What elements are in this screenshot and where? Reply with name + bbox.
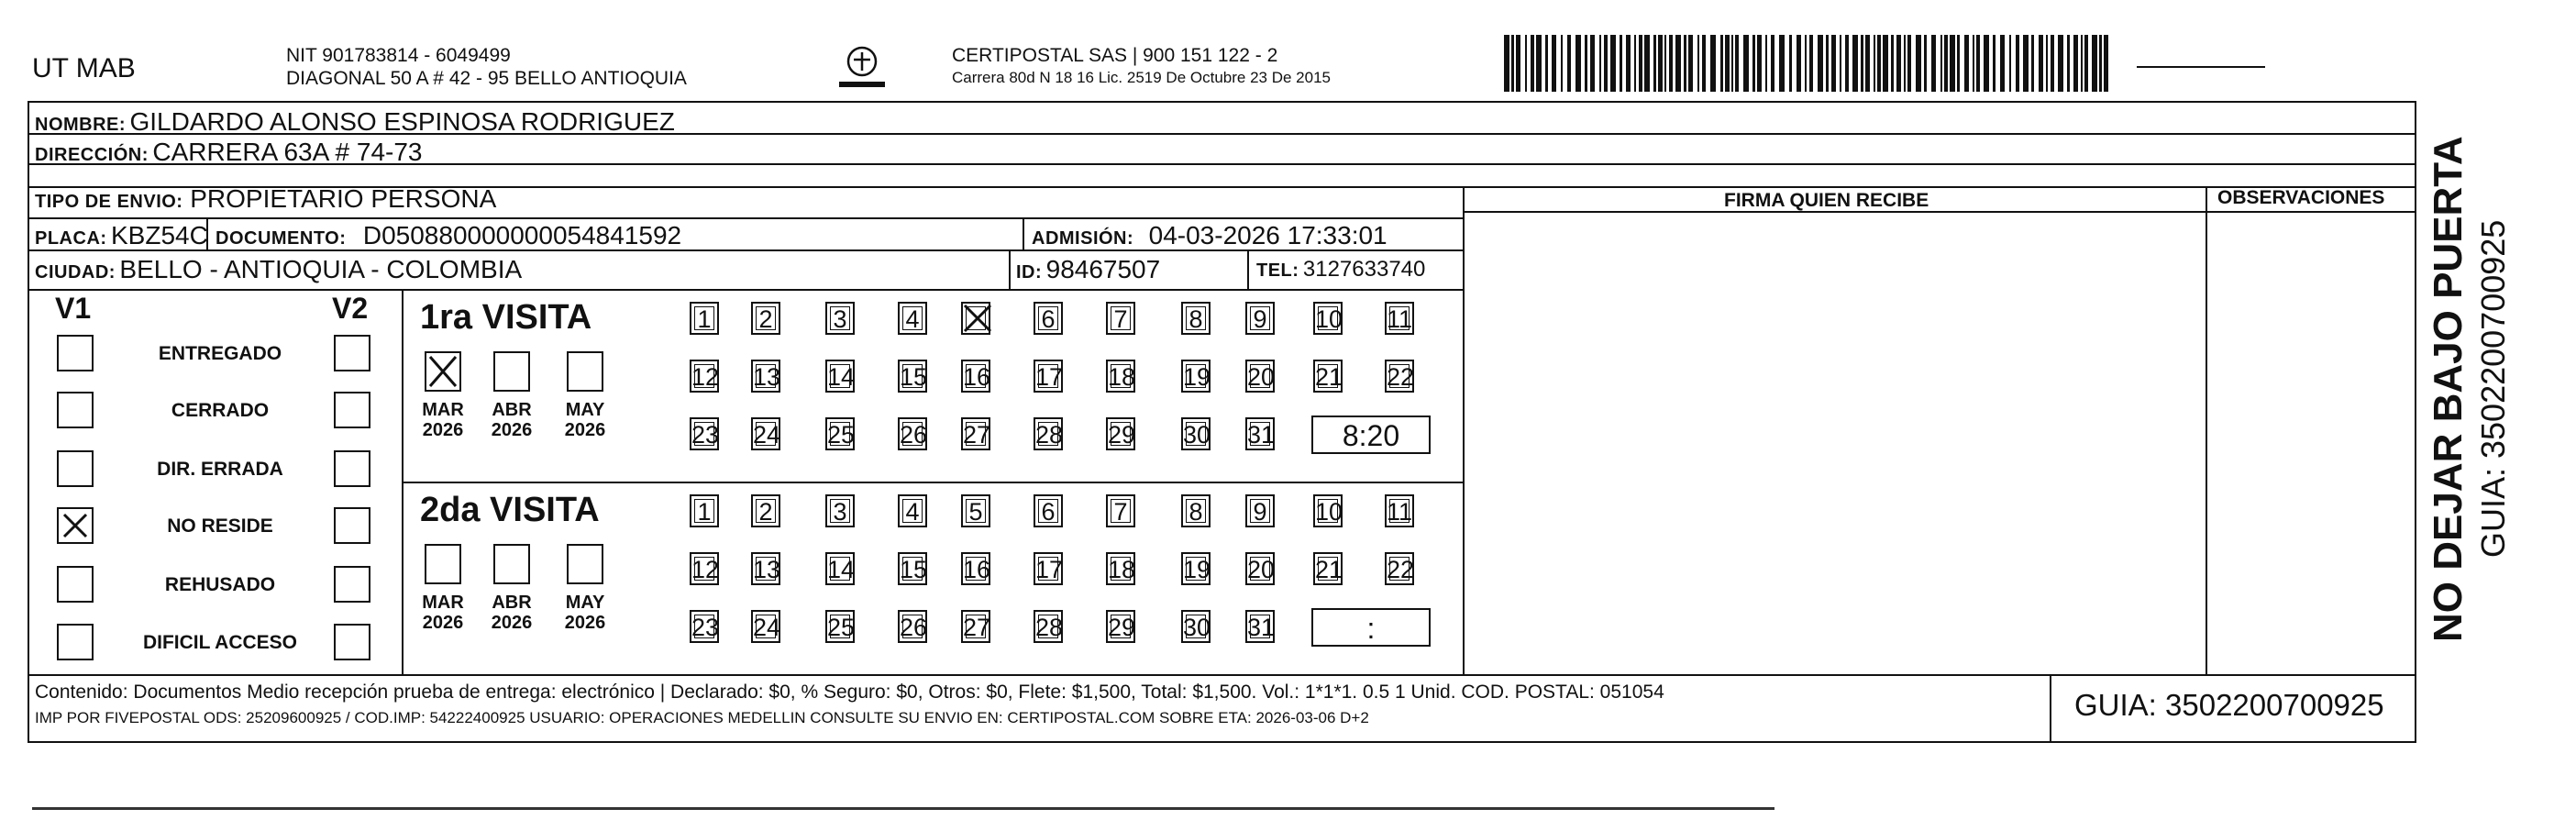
day-checkbox[interactable]: 10 (1313, 494, 1343, 527)
day-checkbox[interactable]: 18 (1106, 360, 1135, 393)
day-checkbox[interactable]: 17 (1034, 360, 1063, 393)
day-checkbox[interactable]: 2 (751, 494, 780, 527)
day-checkbox[interactable]: 28 (1034, 610, 1063, 643)
v2-header: V2 (332, 292, 369, 325)
placa-row (35, 221, 208, 250)
day-checkbox[interactable]: 25 (825, 417, 855, 450)
day-checkbox[interactable]: 13 (751, 360, 780, 393)
footer-print-line: IMP POR FIVEPOSTAL ODS: 25209600925 / COD.IMP: 54222400925 USUARIO: OPERACIONES MEDELLIN CONSULTE SU ENVIO EN: CERTIPOSTAL.COM SOBRE ETA: 2026-03-06 D+2 (35, 709, 1369, 726)
certipostal-logo-icon (830, 41, 894, 96)
day-checkbox[interactable]: 13 (751, 552, 780, 585)
day-checkbox[interactable]: 19 (1181, 360, 1211, 393)
placa-label: PLACA: (35, 228, 107, 249)
footer-content-line: Contenido: Documentos Medio recepción prueba de entrega: electrónico | Declarado: $0, % Seguro: $0, Otros: $0, Flete: $1,500, Total: $1,500. Vol.: 1*1*1. 0.5 1 Unid. COD. POSTAL: 051054 (35, 681, 1664, 703)
v2-checkbox[interactable] (334, 450, 370, 487)
barcode-icon (1504, 35, 2109, 95)
placa-value: KBZ54C (111, 221, 208, 249)
month-label: MAY 2026 (564, 593, 606, 633)
day-checkbox[interactable]: 21 (1313, 360, 1343, 393)
day-checkbox[interactable]: 2 (751, 302, 780, 335)
v2-checkbox[interactable] (334, 335, 370, 371)
day-checkbox[interactable]: 26 (898, 610, 927, 643)
first-visit-title: 1ra VISITA (420, 298, 592, 337)
day-checkbox[interactable]: 8 (1181, 494, 1211, 527)
v2-checkbox[interactable] (334, 624, 370, 660)
day-checkbox[interactable]: 25 (825, 610, 855, 643)
month-checkbox[interactable] (425, 351, 461, 392)
nombre-value: GILDARDO ALONSO ESPINOSA RODRIGUEZ (129, 107, 675, 136)
day-checkbox[interactable]: 30 (1181, 610, 1211, 643)
tel-value: 3127633740 (1302, 257, 1426, 282)
v1-header: V1 (55, 292, 92, 325)
status-label: DIR. ERRADA (157, 459, 283, 480)
day-checkbox[interactable]: 28 (1034, 417, 1063, 450)
status-label: ENTREGADO (158, 343, 282, 364)
day-checkbox[interactable]: 24 (751, 610, 780, 643)
day-checkbox[interactable]: 5 (961, 494, 990, 527)
day-checkbox[interactable]: 1 (690, 302, 719, 335)
day-checkbox[interactable]: 20 (1245, 360, 1275, 393)
carrier-address: Carrera 80d N 18 16 Lic. 2519 De Octubre 23 De 2015 (952, 69, 1331, 86)
day-checkbox[interactable]: 12 (690, 552, 719, 585)
day-checkbox[interactable]: 29 (1106, 417, 1135, 450)
day-checkbox[interactable]: 16 (961, 552, 990, 585)
month-label: MAY 2026 (564, 400, 606, 440)
tipo-row (35, 184, 496, 214)
day-checkbox[interactable]: 14 (825, 360, 855, 393)
company-address: DIAGONAL 50 A # 42 - 95 BELLO ANTIOQUIA (286, 68, 687, 89)
day-checkbox[interactable]: 11 (1385, 302, 1414, 335)
v2-checkbox[interactable] (334, 566, 370, 603)
month-label: ABR 2026 (491, 593, 533, 633)
day-checkbox[interactable]: 27 (961, 610, 990, 643)
v1-checkbox[interactable] (57, 624, 94, 660)
v2-checkbox[interactable] (334, 507, 370, 544)
day-checkbox[interactable]: 27 (961, 417, 990, 450)
ciudad-row (35, 255, 522, 284)
v1-checkbox[interactable] (57, 335, 94, 371)
day-checkbox[interactable]: 22 (1385, 552, 1414, 585)
month-label: MAR 2026 (422, 400, 464, 440)
side-guia: GUIA: 3502200700925 (2474, 219, 2512, 558)
day-checkbox[interactable]: 26 (898, 417, 927, 450)
day-checkbox[interactable]: 14 (825, 552, 855, 585)
day-checkbox[interactable]: 20 (1245, 552, 1275, 585)
admision-label: ADMISIÓN: (1032, 228, 1134, 249)
v2-checkbox[interactable] (334, 392, 370, 428)
status-label: DIFICIL ACCESO (142, 632, 297, 653)
day-checkbox[interactable]: 22 (1385, 360, 1414, 393)
carrier-name: CERTIPOSTAL SAS | 900 151 122 - 2 (952, 45, 1278, 66)
month-checkbox[interactable] (493, 544, 530, 584)
day-checkbox[interactable]: 23 (690, 610, 719, 643)
day-checkbox[interactable]: 1 (690, 494, 719, 527)
day-checkbox[interactable]: 9 (1245, 494, 1275, 527)
month-checkbox[interactable] (567, 351, 603, 392)
v1-checkbox[interactable] (57, 507, 94, 544)
status-label: REHUSADO (164, 574, 276, 595)
day-checkbox[interactable]: 17 (1034, 552, 1063, 585)
day-checkbox[interactable]: 11 (1385, 494, 1414, 527)
firma-header: FIRMA QUIEN RECIBE (1724, 190, 1929, 211)
company-name: UT MAB (32, 53, 136, 83)
side-notice: NO DEJAR BAJO PUERTA (2426, 136, 2471, 642)
footer-guia: GUIA: 3502200700925 (2074, 688, 2384, 722)
tel-label: TEL: (1256, 260, 1299, 281)
day-checkbox[interactable]: 6 (1034, 494, 1063, 527)
v1-checkbox[interactable] (57, 450, 94, 487)
day-checkbox[interactable]: 24 (751, 417, 780, 450)
direccion-label: DIRECCIÓN: (35, 145, 149, 165)
day-checkbox[interactable]: 8 (1181, 302, 1211, 335)
day-checkbox[interactable] (961, 302, 990, 335)
scan-edge-line (32, 807, 1774, 810)
month-label: MAR 2026 (422, 593, 464, 633)
day-checkbox[interactable]: 18 (1106, 552, 1135, 585)
admision-row (1032, 221, 1388, 250)
header-rule (2137, 66, 2265, 68)
id-row (1016, 255, 1160, 284)
status-label: NO RESIDE (167, 515, 273, 537)
documento-label: DOCUMENTO: (216, 228, 347, 249)
month-checkbox[interactable] (425, 544, 461, 584)
day-checkbox[interactable]: 31 (1245, 417, 1275, 450)
company-nit: NIT 901783814 - 6049499 (286, 45, 511, 66)
id-label: ID: (1016, 262, 1043, 283)
second-visit-title: 2da VISITA (420, 491, 600, 529)
admision-value: 04-03-2026 17:33:01 (1148, 221, 1388, 249)
day-checkbox[interactable]: 9 (1245, 302, 1275, 335)
month-checkbox[interactable] (493, 351, 530, 392)
nombre-label: NOMBRE: (35, 115, 127, 135)
day-checkbox[interactable]: 3 (825, 302, 855, 335)
day-checkbox[interactable]: 4 (898, 494, 927, 527)
day-checkbox[interactable]: 15 (898, 552, 927, 585)
ciudad-label: CIUDAD: (35, 262, 116, 283)
direccion-value: CARRERA 63A # 74-73 (152, 138, 423, 166)
day-checkbox[interactable]: 19 (1181, 552, 1211, 585)
day-checkbox[interactable]: 12 (690, 360, 719, 393)
time-field[interactable]: : (1311, 608, 1431, 647)
v1-checkbox[interactable] (57, 566, 94, 603)
tel-row (1256, 257, 1425, 283)
status-label: CERRADO (171, 400, 270, 421)
observaciones-header: OBSERVACIONES (2217, 187, 2385, 208)
day-checkbox[interactable]: 29 (1106, 610, 1135, 643)
day-checkbox[interactable]: 31 (1245, 610, 1275, 643)
day-checkbox[interactable]: 23 (690, 417, 719, 450)
day-checkbox[interactable]: 6 (1034, 302, 1063, 335)
direccion-row (35, 138, 423, 167)
day-checkbox[interactable]: 3 (825, 494, 855, 527)
v1-checkbox[interactable] (57, 392, 94, 428)
tipo-label: TIPO DE ENVIO: (35, 192, 183, 212)
tipo-value: PROPIETARIO PERSONA (190, 184, 497, 213)
day-checkbox[interactable]: 4 (898, 302, 927, 335)
day-checkbox[interactable]: 30 (1181, 417, 1211, 450)
day-checkbox[interactable]: 7 (1106, 494, 1135, 527)
documento-value: D050880000000054841592 (362, 221, 682, 249)
day-checkbox[interactable]: 21 (1313, 552, 1343, 585)
month-label: ABR 2026 (491, 400, 533, 440)
day-checkbox[interactable]: 16 (961, 360, 990, 393)
ciudad-value: BELLO - ANTIOQUIA - COLOMBIA (119, 255, 523, 283)
day-checkbox[interactable]: 10 (1313, 302, 1343, 335)
month-checkbox[interactable] (567, 544, 603, 584)
id-value: 98467507 (1045, 255, 1161, 283)
day-checkbox[interactable]: 15 (898, 360, 927, 393)
day-checkbox[interactable]: 7 (1106, 302, 1135, 335)
nombre-row (35, 107, 675, 137)
documento-row (216, 221, 681, 250)
time-field[interactable]: 8:20 (1311, 416, 1431, 454)
